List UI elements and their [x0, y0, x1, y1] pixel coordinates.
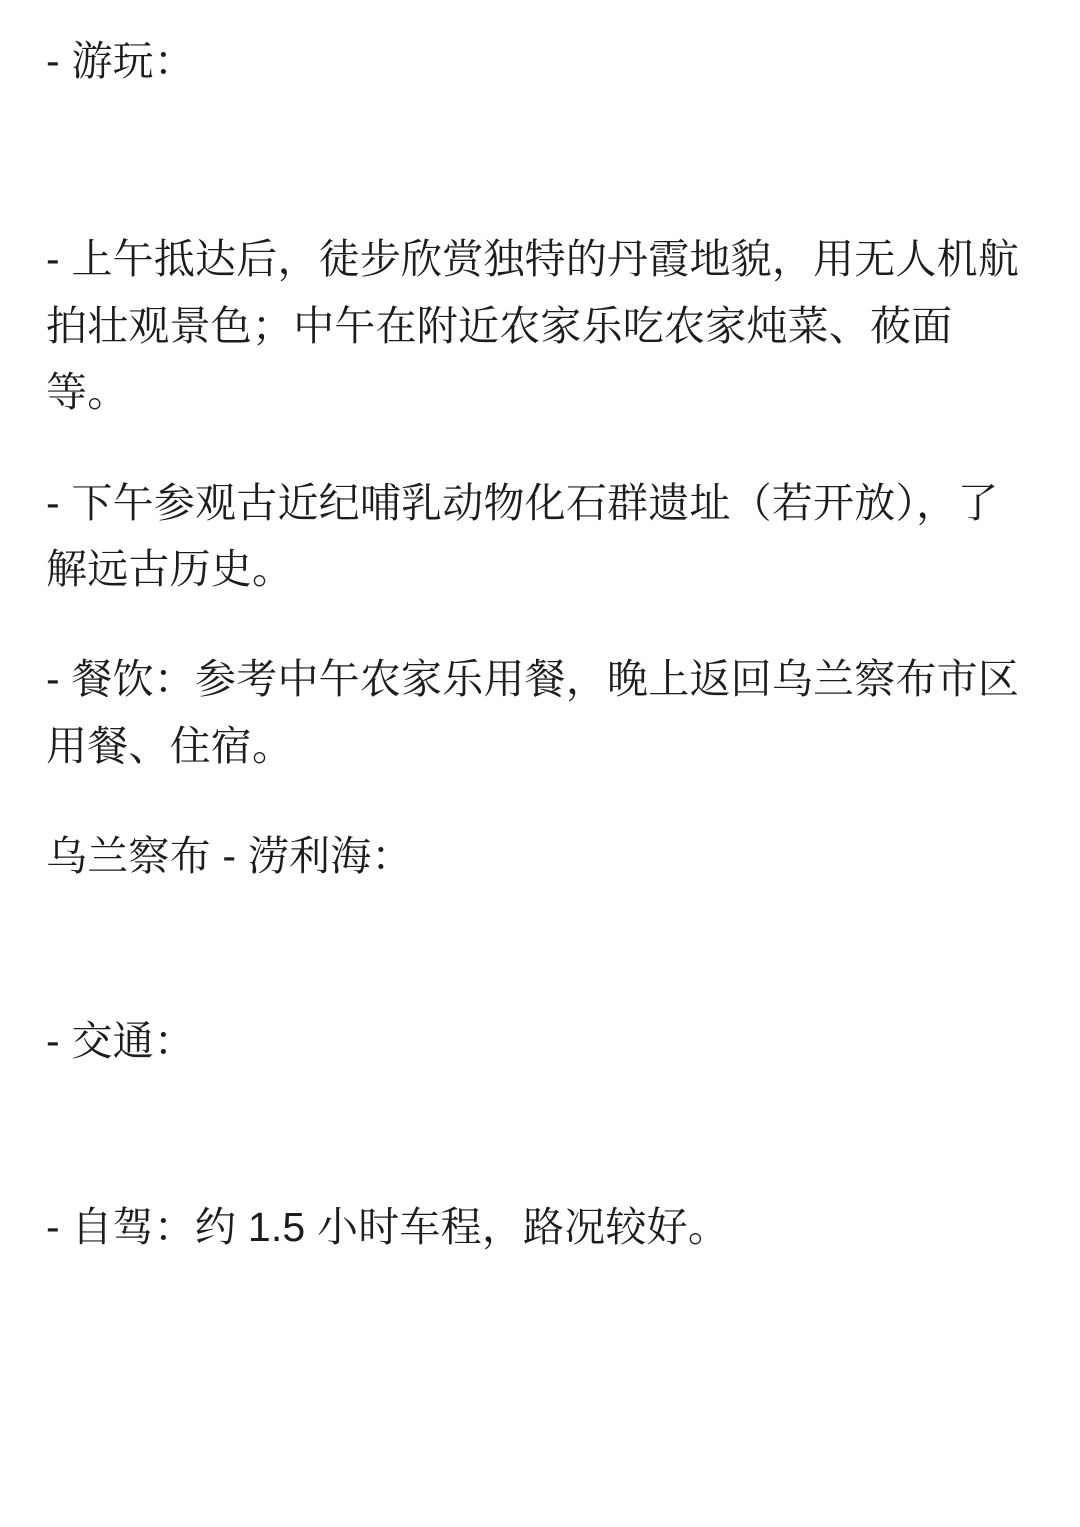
afternoon-plan-paragraph: - 下午参观古近纪哺乳动物化石群遗址（若开放），了解远古历史。: [46, 479, 999, 593]
transport-label: - 交通：: [46, 1017, 196, 1064]
spacer: [46, 94, 1034, 226]
spacer: [46, 890, 1034, 1008]
section-heading: 乌兰察布 - 涝利海：: [46, 833, 413, 880]
spacer: [46, 1074, 1034, 1194]
spacer: [46, 779, 1034, 823]
spacer: [46, 602, 1034, 646]
spacer: [46, 426, 1034, 470]
play-label: - 游玩：: [46, 38, 196, 84]
dining-paragraph: - 餐饮：参考中午农家乐用餐，晚上返回乌兰察布市区用餐、住宿。: [46, 656, 1020, 769]
self-drive-paragraph: - 自驾：约 1.5 小时车程，路况较好。: [46, 1204, 730, 1251]
morning-plan-paragraph: - 上午抵达后，徒步欣赏独特的丹霞地貌，用无人机航拍壮观景色；中午在附近农家乐吃农家炖菜、莜面等。: [46, 236, 1020, 416]
